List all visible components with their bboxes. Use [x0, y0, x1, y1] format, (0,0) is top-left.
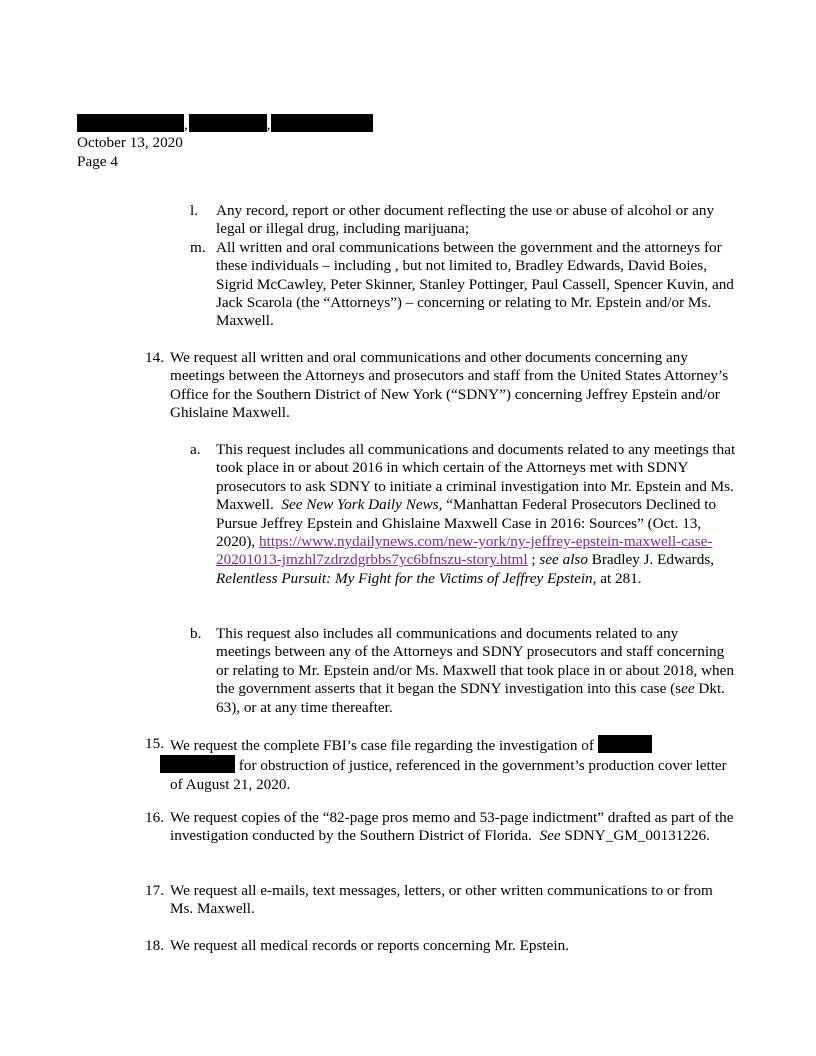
item-text: All written and oral communications between the government and the attorneys for these individuals – including , but not limited to, Bradley Edwards, David Boies, Sigrid McCawley, Peter Skinner, Stanley Pottinger, Paul Cassell, Spencer Kuvin, and Jack Scarola (the “Attorneys”) – concerning or relating to Mr. Epstein and/or Ms. Maxwell.	[216, 238, 734, 330]
item-text: We request all written and oral communications and other documents concerning any meetings between the Attorneys and prosecutors and staff from the United States Attorney’s Office for the Southern District of New York (“SDNY”) concerning Jeffrey Epstein and/or Ghislaine Maxwell.	[170, 349, 729, 422]
item-label: b.	[190, 625, 202, 642]
item-text: This request also includes all communications and documents related to any meetings between any of the Attorneys and SDNY prosecutors and staff concerning or relating to Mr. Epstein and/or Ms. Maxwell that took place in or about 2018, when the government asserts that it began the SDNY investigation into this case (see Dkt. 63), or at any time thereafter.	[216, 625, 734, 716]
list-item	[190, 239, 736, 331]
request-14a	[190, 441, 736, 588]
book-title: Relentless Pursuit: My Fight for the Victims of Jeffrey Epstein	[216, 569, 593, 587]
comma: ,	[266, 116, 271, 133]
item-label: 15.	[145, 735, 164, 752]
redaction-box	[77, 114, 184, 132]
request-17	[145, 882, 736, 919]
request-16	[145, 809, 736, 846]
sub-list-top	[190, 202, 736, 331]
page-number: Page 4	[77, 152, 118, 170]
list-item	[190, 202, 736, 239]
redaction-box	[598, 735, 652, 753]
citation-signal: See New York Daily News	[281, 496, 439, 514]
letter-date: October 13, 2020	[77, 134, 183, 152]
comma: ,	[184, 116, 188, 133]
item-text: We request copies of the “82-page pros memo and 53-page indictment” drafted as part of the investigation conducted by the Southern District of Florida. See SDNY_GM_00131226.	[170, 809, 734, 845]
recipient-line	[77, 114, 373, 134]
request-18	[145, 937, 736, 955]
redaction-box	[160, 755, 235, 773]
item-label: a.	[190, 441, 201, 458]
request-14	[145, 349, 736, 423]
item-text: We request the complete FBI’s case file regarding the investigation of for obstruction of justice, referenced in the government’s production cover letter of August 21, 2020.	[170, 735, 736, 794]
redaction-box	[189, 114, 267, 132]
item-text: This request includes all communications and documents related to any meetings that took place in or about 2016 in which certain of the Attorneys met with SDNY prosecutors to ask SDNY to initiate a criminal investigation into Mr. Epstein and Ms. Maxwell. See New York Daily News, “Manhattan Federal Prosecutors Declined to Pursue Jeffrey Epstein and Ghislaine Maxwell Case in 2016: Sources” (Oct. 13, 2020), https://www.nydailynews.com/new-york/ny-jeffrey-epstein-maxwell-case-20201013-jmzhl7zdrzdgrbbs7yc6bfnszu-story.html ; see also Bradley J. Edwards, Relentless Pursuit: My Fight for the Victims of Jeffrey Epstein, at 281.	[216, 441, 736, 587]
item-text: We request all e-mails, text messages, letters, or other written communications to or from Ms. Maxwell.	[170, 882, 713, 918]
nydailynews-link[interactable]: https://www.nydailynews.com/new-york/ny-jeffrey-epstein-maxwell-case-20201013-jmzhl7zdrzdgrbbs7yc6bfnszu-story.html	[216, 533, 713, 569]
item-label: l.	[190, 202, 199, 219]
redaction-box	[271, 114, 373, 132]
item-label: 16.	[145, 809, 164, 826]
item-label: m.	[190, 238, 206, 256]
item-label: 14.	[145, 349, 164, 366]
item-label: 17.	[145, 882, 164, 899]
item-label: 18.	[145, 937, 164, 954]
request-14b	[190, 625, 736, 717]
item-text: We request all medical records or reports concerning Mr. Epstein.	[170, 937, 569, 954]
letter-header	[77, 114, 373, 171]
request-15	[145, 735, 736, 794]
item-text: Any record, report or other document reflecting the use or abuse of alcohol or any legal or illegal drug, including marijuana;	[216, 202, 715, 238]
